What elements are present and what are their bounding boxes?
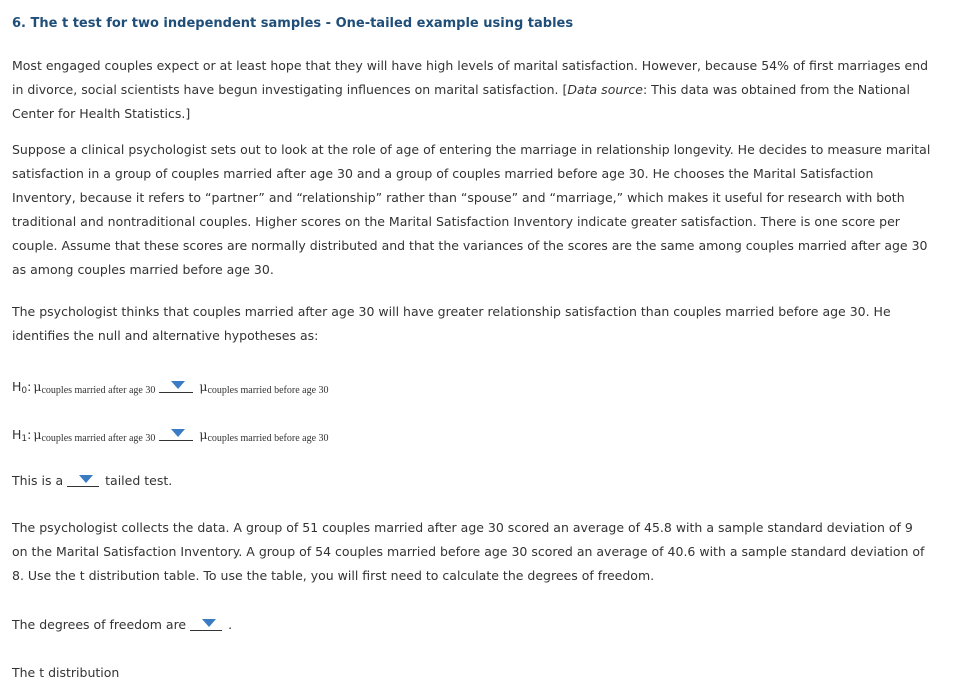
h0-left-mu: μcouples married after age 30 bbox=[33, 378, 156, 396]
alternative-hypothesis bbox=[12, 424, 329, 444]
h0-right-mu: μcouples married before age 30 bbox=[199, 378, 329, 396]
intro-paragraph bbox=[12, 54, 932, 126]
h1-left-mu: μcouples married after age 30 bbox=[33, 426, 156, 444]
h1-right-mu: μcouples married before age 30 bbox=[199, 426, 329, 444]
h0-label: H0: bbox=[12, 378, 32, 396]
tailed-dropdown[interactable] bbox=[67, 474, 99, 487]
chevron-down-icon bbox=[79, 475, 93, 483]
question-title: 6. The t test for two independent samples - One-tailed example using tables bbox=[12, 16, 574, 31]
chevron-down-icon bbox=[171, 429, 185, 437]
tailed-text-before: This is a bbox=[12, 472, 64, 488]
data-source-label: Data source bbox=[567, 82, 643, 97]
df-text-before: The degrees of freedom are bbox=[12, 616, 187, 632]
null-hypothesis bbox=[12, 376, 329, 396]
scenario-paragraph: Suppose a clinical psychologist sets out to look at the role of age of entering the marriage in relationship longevity. He decides to measure marital satisfaction in a group of couples married after age 30 and a group of couples married before age 30. He chooses the Marital Satisfaction Inventory, because it refers to “partner” and “relationship” rather than “spouse” and “marriage,” which makes it useful for research with both traditional and nontraditional couples. Higher scores on the Marital Satisfaction Inventory indicate greater satisfaction. There is one score per couple. Assume that these scores are normally distributed and that the variances of the scores are the same among couples married after age 30 as among couples married before age 30. bbox=[12, 142, 931, 277]
df-text-after: . bbox=[228, 616, 233, 632]
df-dropdown[interactable] bbox=[190, 618, 222, 631]
hypothesis-intro-paragraph: The psychologist thinks that couples married after age 30 will have greater relationship satisfaction than couples married before age 30. He identifies the null and alternative hypotheses as: bbox=[12, 304, 891, 343]
tailed-text-after: tailed test. bbox=[105, 472, 173, 488]
degrees-of-freedom-line bbox=[12, 614, 232, 634]
intro-text-2: : This data was obtained from the National Center for Health Statistics.] bbox=[12, 82, 910, 121]
data-paragraph: The psychologist collects the data. A group of 51 couples married after age 30 scored an average of 45.8 with a sample standard deviation of 9 on the Marital Satisfaction Inventory. A group of 54 couples married before age 30 scored an average of 40.6 with a sample standard deviation of 8. Use the t distribution table. To use the table, you will first need to calculate the degrees of freedom. bbox=[12, 520, 925, 583]
h1-label: H1: bbox=[12, 426, 32, 444]
chevron-down-icon bbox=[202, 619, 216, 627]
h1-operator-dropdown[interactable] bbox=[159, 428, 193, 441]
t-distribution-heading: The t distribution bbox=[12, 664, 120, 680]
h0-operator-dropdown[interactable] bbox=[159, 380, 193, 393]
intro-text-1: Most engaged couples expect or at least hope that they will have high levels of marital satisfaction. However, because 54% of first marriages end in divorce, social scientists have begun investigating influences on marital satisfaction. [ bbox=[12, 58, 929, 97]
tailed-test-line bbox=[12, 470, 172, 490]
chevron-down-icon bbox=[171, 381, 185, 389]
